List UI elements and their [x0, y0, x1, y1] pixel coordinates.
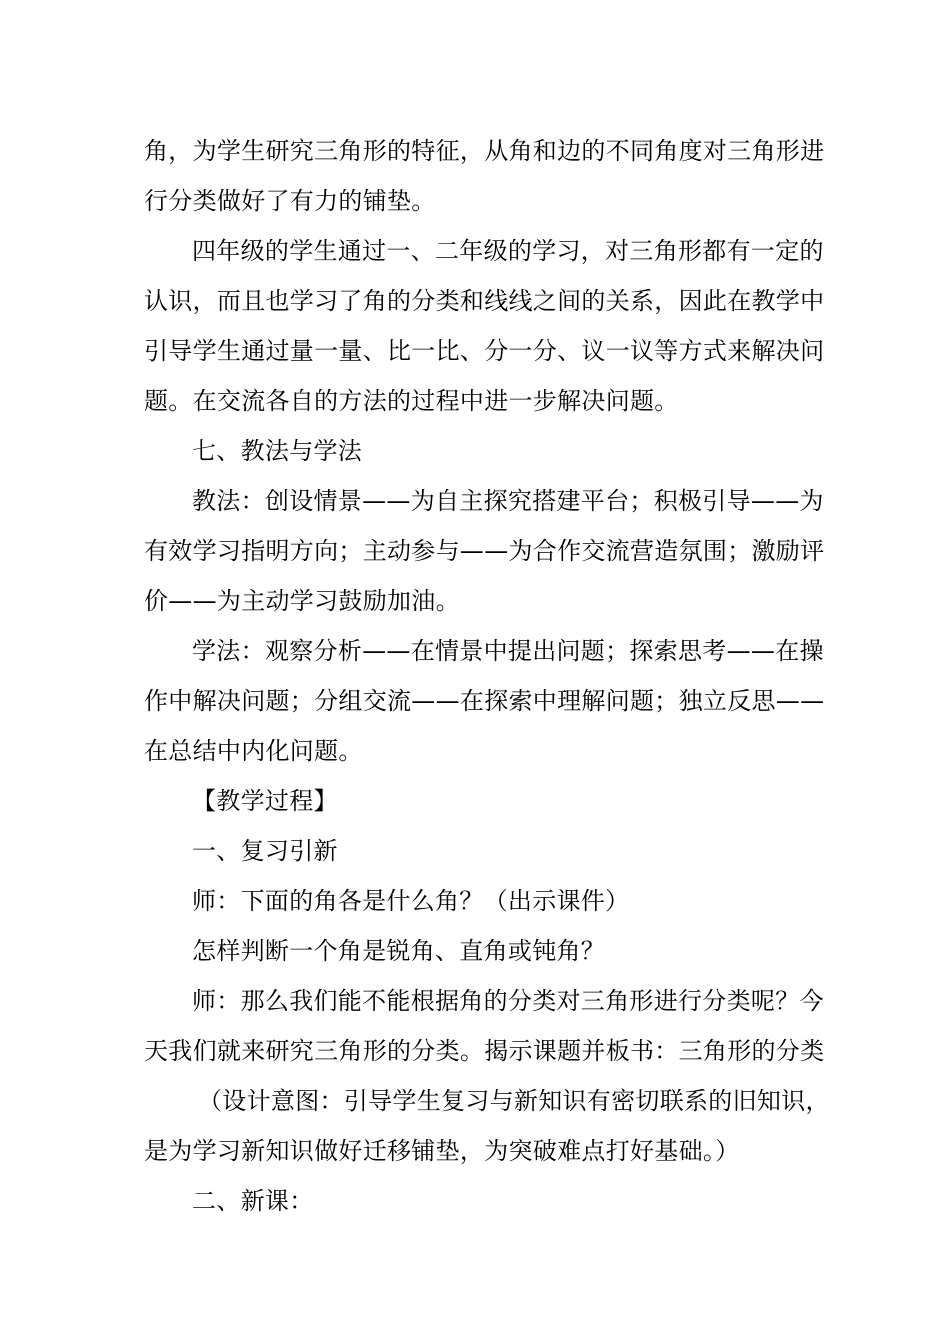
text-line: 教法：创设情景——为自主探究搭建平台；积极引导——为 — [192, 487, 824, 515]
section-heading: 【教学过程】 — [192, 787, 338, 815]
text-line: 有效学习指明方向；主动参与——为合作交流营造氛围；激励评 — [144, 537, 825, 565]
text-line: 角，为学生研究三角形的特征，从角和边的不同角度对三角形进 — [144, 137, 825, 165]
text-line: 价——为主动学习鼓励加油。 — [144, 587, 460, 615]
section-heading: 一、复习引新 — [192, 837, 338, 865]
text-line: 怎样判断一个角是锐角、直角或钝角？ — [192, 937, 606, 965]
text-line: 四年级的学生通过一、二年级的学习，对三角形都有一定的 — [192, 237, 824, 265]
section-heading: 二、新课： — [192, 1187, 314, 1215]
design-note: 是为学习新知识做好迁移铺垫，为突破难点打好基础。） — [144, 1137, 740, 1165]
text-line: 学法：观察分析——在情景中提出问题；探索思考——在操 — [192, 637, 824, 665]
text-line: 题。在交流各自的方法的过程中进一步解决问题。 — [144, 387, 679, 415]
design-note: （设计意图：引导学生复习与新知识有密切联系的旧知识， — [198, 1087, 830, 1115]
text-line: 师：下面的角各是什么角？（出示课件） — [192, 887, 630, 915]
text-line: 引导学生通过量一量、比一比、分一分、议一议等方式来解决问 — [144, 337, 825, 365]
text-line: 师：那么我们能不能根据角的分类对三角形进行分类呢？今 — [192, 987, 824, 1015]
text-line: 在总结中内化问题。 — [144, 737, 363, 765]
section-heading: 七、教法与学法 — [192, 437, 363, 465]
text-line: 行分类做好了有力的铺垫。 — [144, 187, 436, 215]
text-line: 作中解决问题；分组交流——在探索中理解问题；独立反思—— — [144, 687, 825, 715]
text-line: 认识，而且也学习了角的分类和线线之间的关系，因此在教学中 — [144, 287, 825, 315]
text-line: 天我们就来研究三角形的分类。揭示课题并板书：三角形的分类 — [144, 1037, 825, 1065]
